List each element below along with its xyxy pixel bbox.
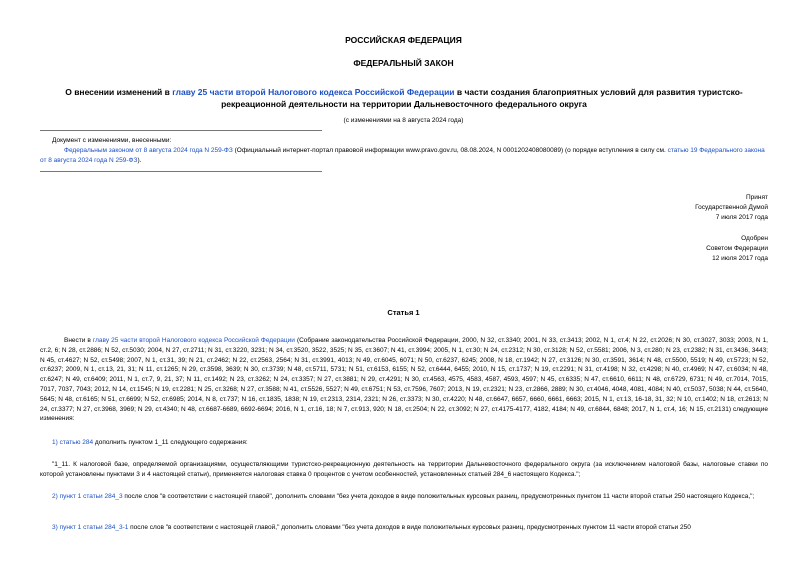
- title-chapter-link[interactable]: главу 25 части второй Налогового кодекса Российской Федерации: [172, 87, 455, 97]
- amendment-details: (Официальный интернет-портал правовой информации www.pravo.gov.ru, 08.08.2024, N 0001202408080089) (о порядке вступления в силу см.: [232, 147, 668, 154]
- adoption-duma: [695, 193, 768, 223]
- item-3: [40, 523, 768, 533]
- divider-bottom: [40, 171, 322, 172]
- intro-chapter-link[interactable]: главу 25 части второй Налогового кодекса Российской Федерации: [92, 337, 295, 344]
- item-3-text: после слов "в соответствии с настоящей главой," дополнить словами "без учета доходов в виде положительных курсовых разниц, предусмотренных пунктом 11 части второй статьи 250: [128, 524, 691, 531]
- amending-law-link[interactable]: Федеральным законом от 8 августа 2024 года N 259-ФЗ: [64, 147, 233, 154]
- item-1-text: дополнить пунктом 1_11 следующего содержания:: [93, 439, 248, 446]
- item-1-link[interactable]: 1) статью 284: [52, 439, 94, 446]
- amendment-text: [40, 146, 770, 166]
- amendment-label: Документ с изменениями, внесенными:: [52, 137, 172, 144]
- law-type-heading: ФЕДЕРАЛЬНЫЙ ЗАКОН: [353, 58, 454, 68]
- item-2: [40, 492, 768, 502]
- article-19-link[interactable]: статью 19 Федерального закона от 8 августа 2024 года N 259-ФЗ: [40, 147, 765, 164]
- article-title: Статья 1: [387, 308, 420, 317]
- item-2-text: после слов "в соответствии с настоящей главой", дополнить словами "без учета доходов в виде положительных курсовых разниц, предусмотренных пунктом 11 части второй статьи 250 настоящего Кодекса,";: [122, 493, 755, 500]
- item-3-link[interactable]: 3) пункт 1 статьи 284_3-1: [52, 524, 129, 531]
- amendment-end: ).: [137, 157, 142, 164]
- divider-top: [40, 130, 322, 131]
- adoption-council: [706, 234, 768, 264]
- duma-label: Государственной Думой: [695, 204, 768, 211]
- article-intro: [40, 336, 768, 424]
- duma-date: 7 июля 2017 года: [715, 214, 768, 221]
- council-label: Советом Федерации: [706, 245, 768, 252]
- intro-text: (Собрание законодательства Российской Федерации, 2000, N 32, ст.3340; 2001, N 33, ст.3413; 2002, N 1, ст.4; N 22, ст.2026; N 30, ст.3027, 3033; 2003, N 1, ст.2, 6; N 28, ст.2886; N 52, ст.5030; 2004, N 27, ст.2711; N 31, ст.3220, 3231; N 34, ст.3520, 3522, 3525; N 35, ст.3607; N 41, ст.3994; 2005, N 1, ст.30; N 24, ст.2312; N 30, ст.3128; N 52, ст.5581; 2006, N 3, ст.280; N 23, ст.2382; N 31, ст.3436, 3443; N 45, ст.4627; N 52, ст.5498; 2007, N 1, ст.31, 39; N 21, ст.2462; N 22, ст.2563, 2564; N 31, ст.3991, 4013; N 49, ст.6045, 6071; N 50, ст.6237, 6245; 2008, N 18, ст.1942; N 27, ст.3126; N 30, ст.3591, 3614; N 48, ст.5500, 5519; N 49, ст.5723; N 52, ст.6237; 2009, N 1, ст.13, 21, 31; N 11, ст.1265; N 29, ст.3598, 3639; N 30, ст.3739; N 48, ст.5711, 5731; N 51, ст.6153, 6155; N 52, ст.6444, 6455; 2010, N 15, ст.1737; N 19, ст.2291; N 31, ст.4198; N 32, ст.4298; N 40, ст.4969; N 47, ст.6034; N 48, ст.6247; N 49, ст.6409; 2011, N 1, ст.7, 9, 21, 37; N 11, ст.1492; N 23, ст.3262; N 24, ст.3357; N 27, ст.3881; N 29, ст.4291; N 30, ст.4563, 4575, 4583, 4587, 4593, 4597; N 45, ст.6335; N 47, ст.6610, 6611; N 48, ст.6729, 6731; N 49, ст.7014, 7015, 7017, 7037, 7043; 2012, N 14, ст.1545; N 19, ст.2281; N 25, ст.3268; N 27, ст.3588; N 41, ст.5526, 5527; N 49, ст.6751; N 53, ст.7596, 7607; 2013, N 19, ст.2321; N 23, ст.2866, 2889; N 30, ст.4046, 4048, 4081, 4084; N 40, ст.5037, 5038; N 44, ст.5640, 5645; N 48, ст.6165; N 51, ст.6699; N 52, ст.6985; 2014, N 8, ст.737; N 16, ст.1835, 1838; N 19, ст.2313, 2314, 2321; N 26, ст.3373; N 30, ст.4220; N 48, ст.6647, 6657, 6660, 6661, 6663; 2015, N 1, ст.13, 16-18, 31, 32; N 10, ст.1402; N 18, ст.2613; N 24, ст.3377; N 27, ст.3968, 3969; N 29, ст.4340; N 48, ст.6687-6689, 6692-6694; 2016, N 1, ст.16, 18; N 7, ст.913, 920; N 18, ст.2504; N 22, ст.3092; N 27, ст.4175-4177, 4182, 4184; N 49, ст.6844, 6848; 2017, N 1, ст.4, 16; N 15, ст.2131) следующие изменения:: [40, 337, 768, 423]
- federation-heading: РОССИЙСКАЯ ФЕДЕРАЦИЯ: [345, 35, 462, 45]
- quote-text: "1_11. К налоговой базе, определяемой организациями, осуществляющими туристско-рекреационную деятельность на территории Дальневосточного федерального округа (за исключением налоговой базы, налоговые ставки по которой установлены пунктами 3 и 4 настоящей статьи), применяется налоговая ставка 0 процентов с учетом особенностей, установленных статьей 284_6 настоящего Кодекса.";: [40, 461, 768, 478]
- accepted-label: Принят: [745, 194, 768, 201]
- amendment-info: [40, 136, 770, 166]
- item-1-quote: [40, 460, 768, 480]
- title-suffix: в части создания благоприятных условий для развития туристско-рекреационной деятельности на территории Дальневосточного федерального округа: [221, 87, 743, 109]
- title-prefix: О внесении изменений в: [65, 87, 173, 97]
- approved-label: Одобрен: [741, 235, 768, 242]
- item-1: [40, 438, 768, 448]
- intro-prefix: Внести в: [64, 337, 93, 344]
- council-date: 12 июля 2017 года: [712, 255, 768, 262]
- item-2-link[interactable]: 2) пункт 1 статьи 284_3: [52, 493, 123, 500]
- law-title: [40, 86, 768, 110]
- revision-note: (с изменениями на 8 августа 2024 года): [343, 117, 464, 124]
